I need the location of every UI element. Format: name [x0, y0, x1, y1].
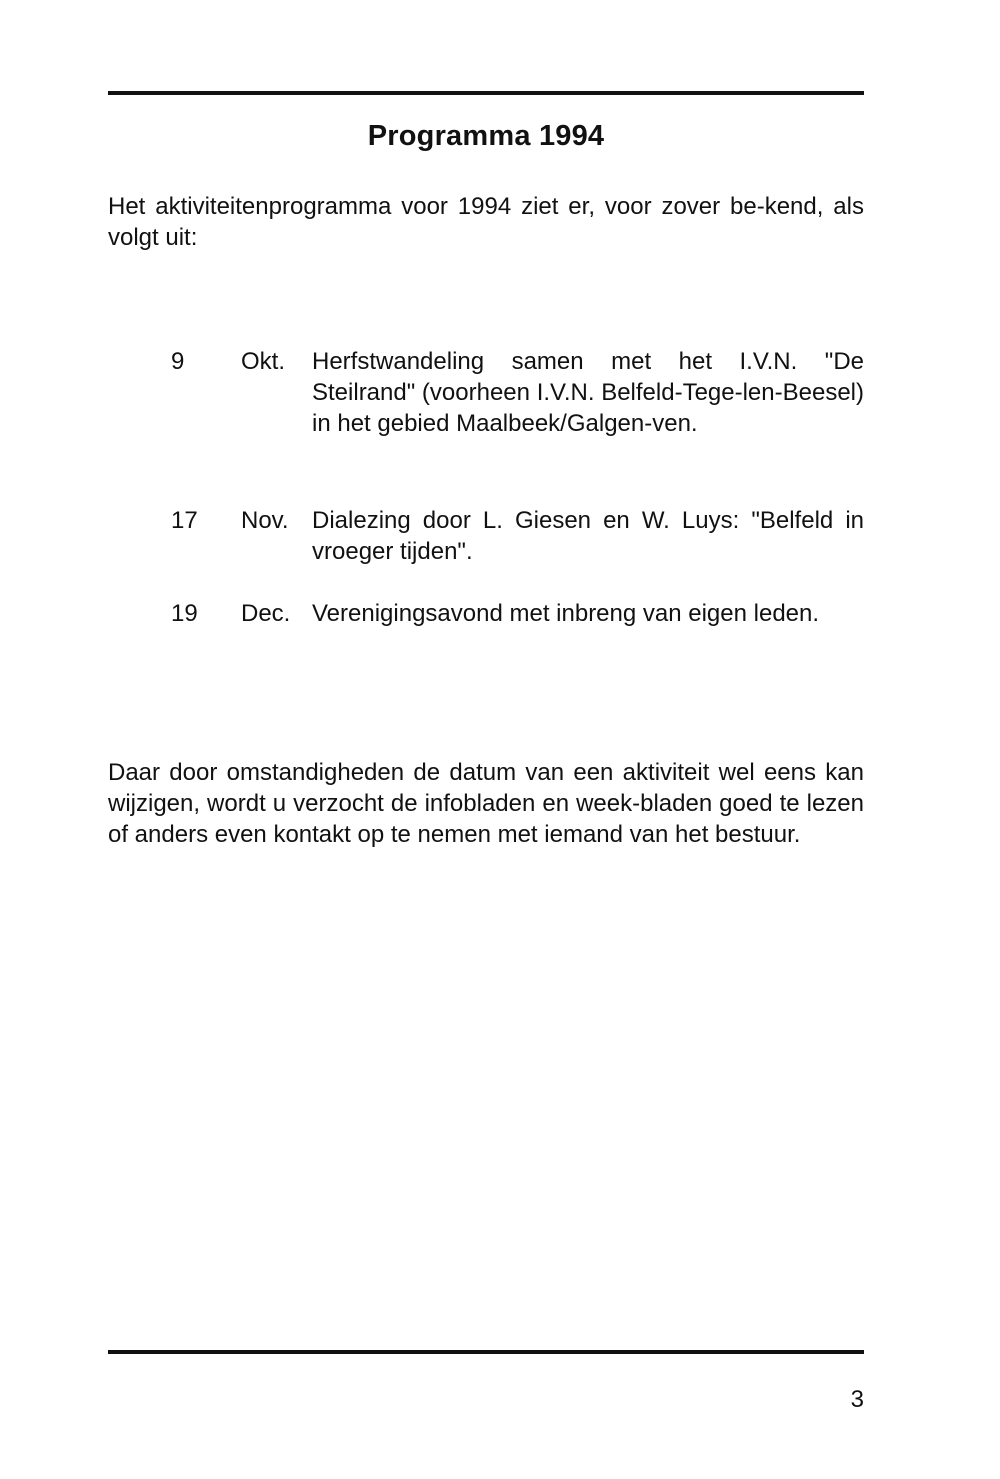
- entry-description: Herfstwandeling samen met het I.V.N. "De Steilrand" (voorheen I.V.N. Belfeld-Tege-len-Beesel) in het gebied Maalbeek/Galgen-ven.: [312, 348, 864, 437]
- entry-description: Dialezing door L. Giesen en W. Luys: "Belfeld in vroeger tijden".: [312, 507, 864, 565]
- entry-day: 17: [171, 507, 198, 534]
- top-rule: [108, 91, 864, 95]
- bottom-rule: [108, 1350, 864, 1354]
- intro-paragraph: Het aktiviteitenprogramma voor 1994 ziet er, voor zover be-kend, als volgt uit:: [108, 193, 864, 251]
- entry-month: Okt.: [241, 348, 286, 375]
- closing-paragraph: Daar door omstandigheden de datum van een aktiviteit wel eens kan wijzigen, wordt u verzocht de infobladen en week-bladen goed te lezen of anders even kontakt op te nemen met iemand van het bestuur.: [108, 759, 864, 848]
- entry-description: Verenigingsavond met inbreng van eigen leden.: [312, 600, 820, 627]
- entry-month: Dec.: [241, 600, 291, 627]
- entry-month: Nov.: [241, 507, 289, 534]
- page-title: Programma 1994: [367, 120, 605, 152]
- entry-day: 9: [171, 348, 185, 375]
- page-number: 3: [850, 1386, 864, 1413]
- entry-day: 19: [171, 600, 198, 627]
